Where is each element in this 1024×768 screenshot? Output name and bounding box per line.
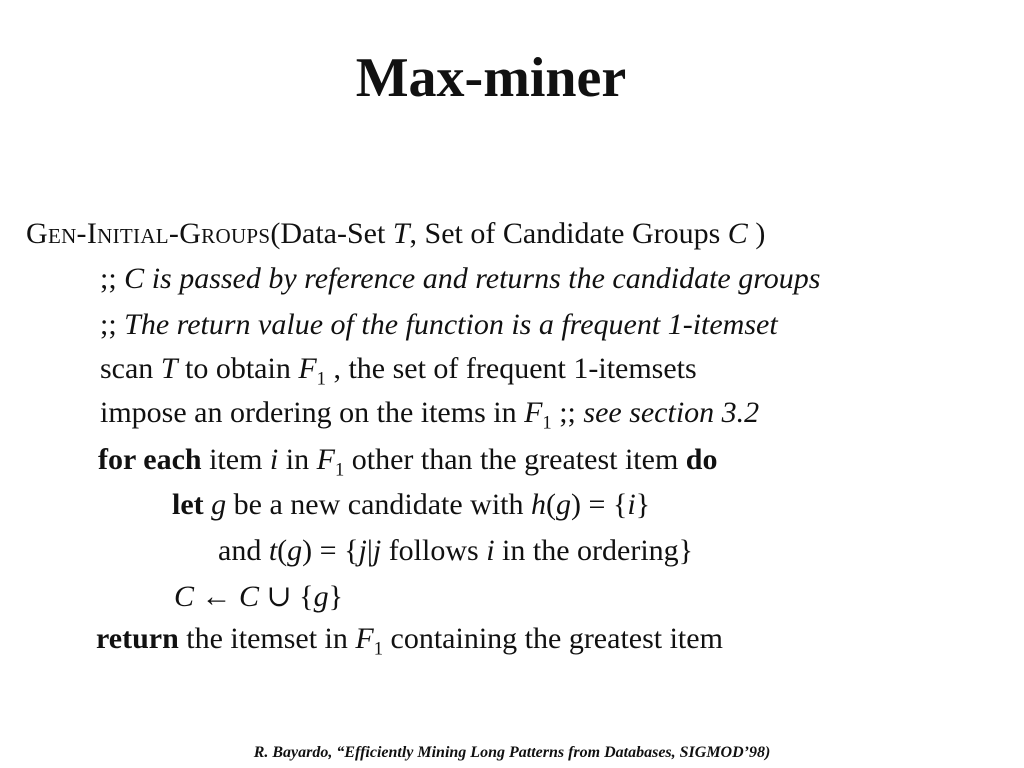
comment-prefix: ;;: [100, 308, 125, 341]
comment-text: The return value of the function is a frequent 1-itemset: [124, 308, 778, 341]
step-text: to obtain: [177, 352, 299, 385]
var-f1: $F_1$: [298, 352, 326, 390]
step-let: [172, 490, 650, 520]
var-i: i: [486, 534, 495, 567]
var-g: g: [203, 488, 227, 521]
function-name: Gen-Initial-Groups: [26, 217, 271, 250]
var-c: C: [727, 217, 748, 250]
signature-text: , Set of Candidate Groups: [409, 217, 728, 250]
var-g: g: [556, 488, 572, 521]
comment-line-2: [100, 310, 778, 340]
step-impose-ordering: [100, 398, 759, 433]
keyword-for-each: for each: [98, 443, 202, 476]
keyword-let: let: [172, 488, 204, 521]
step-return: [96, 624, 723, 659]
step-for-each: [98, 445, 717, 480]
var-f1: $F_1$: [524, 396, 552, 434]
var-g: g: [287, 534, 303, 567]
step-text: the itemset in: [178, 622, 356, 655]
var-c: C: [239, 580, 260, 613]
step-text: item: [201, 443, 270, 476]
step-text: in: [278, 443, 317, 476]
var-i: i: [269, 443, 279, 476]
comment-text: see section 3.2: [583, 396, 760, 429]
step-text: }: [635, 488, 651, 521]
step-text: in the ordering}: [494, 534, 694, 567]
step-text: impose an ordering on the items in: [100, 396, 525, 429]
func-t: t: [268, 534, 278, 567]
step-text: follows: [381, 534, 487, 567]
var-g: g: [313, 580, 329, 613]
var-c: C: [124, 262, 145, 295]
signature-text: (Data-Set: [270, 217, 393, 250]
comment-prefix: ;;: [551, 396, 584, 429]
slide-title: Max-miner: [355, 47, 627, 109]
keyword-do: do: [685, 443, 718, 476]
algorithm-signature: [26, 219, 765, 249]
union-symbol: ∪ {: [259, 580, 314, 613]
step-text: , the set of frequent 1-itemsets: [325, 352, 697, 385]
step-text: ) = {: [571, 488, 628, 521]
step-text: ) = {: [302, 534, 359, 567]
step-text: other than the greatest item: [344, 443, 686, 476]
step-text: (: [546, 488, 557, 521]
var-f1: $F_1$: [316, 443, 345, 481]
step-scan: [100, 354, 697, 389]
assign-arrow: ←: [194, 580, 240, 613]
func-h: h: [531, 488, 547, 521]
var-i: i: [627, 488, 636, 521]
step-text: be a new candidate with: [226, 488, 532, 521]
step-text: (: [277, 534, 288, 567]
citation: R. Bayardo, “Efficiently Mining Long Patterns from Databases, SIGMOD’98): [253, 744, 771, 761]
keyword-return: return: [96, 622, 179, 655]
var-t: T: [160, 352, 178, 385]
step-and-tail: [218, 536, 693, 566]
var-f1: $F_1$: [355, 622, 384, 660]
step-text: containing the greatest item: [383, 622, 723, 655]
set-bar: |: [366, 534, 373, 567]
comment-prefix: ;;: [100, 262, 125, 295]
var-j: j: [358, 534, 367, 567]
step-text: scan: [100, 352, 161, 385]
step-text: and: [218, 534, 269, 567]
var-j: j: [372, 534, 382, 567]
var-c: C: [174, 580, 195, 613]
signature-text: ): [747, 217, 766, 250]
step-union: [174, 582, 343, 612]
comment-text: is passed by reference and returns the candidate groups: [144, 262, 821, 295]
step-text: }: [328, 580, 343, 613]
comment-line-1: [100, 264, 820, 294]
var-t: T: [392, 217, 410, 250]
